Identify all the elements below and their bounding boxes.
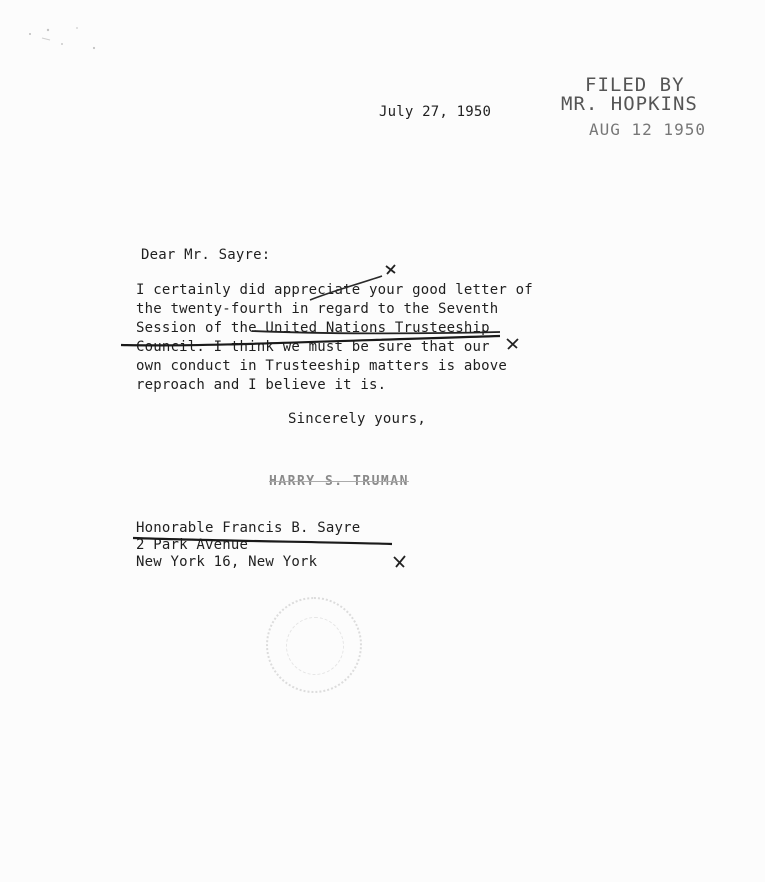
- body-line: I certainly did appreciate your good letter of: [136, 282, 533, 298]
- body-line: own conduct in Trusteeship matters is above: [136, 358, 508, 374]
- signature-stamp: HARRY S. TRUMAN: [269, 474, 409, 489]
- body-line: the twenty-fourth in regard to the Seventh: [136, 301, 499, 317]
- check-x-mark: [386, 265, 395, 274]
- address-line: New York 16, New York: [136, 554, 318, 570]
- address-line: Honorable Francis B. Sayre: [136, 520, 361, 536]
- archive-seal-mark: [266, 597, 362, 693]
- check-x-mark: [394, 556, 405, 567]
- filed-by-name-stamp: MR. HOPKINS: [561, 93, 698, 115]
- body-line: Council. I think we must be sure that our: [136, 339, 490, 355]
- letter-date: July 27, 1950: [379, 104, 492, 120]
- check-x-mark: [507, 339, 518, 349]
- paper-specks-mark: [22, 14, 112, 58]
- filed-date-stamp: AUG 12 1950: [589, 120, 706, 139]
- filed-by-stamp: FILED BY: [585, 74, 685, 96]
- closing: Sincerely yours,: [288, 411, 427, 427]
- archive-seal-inner-mark: [286, 617, 344, 675]
- salutation: Dear Mr. Sayre:: [141, 247, 271, 263]
- body-line: Session of the United Nations Trusteeship: [136, 320, 490, 336]
- body-line: reproach and I believe it is.: [136, 377, 387, 393]
- address-line: 2 Park Avenue: [136, 537, 249, 553]
